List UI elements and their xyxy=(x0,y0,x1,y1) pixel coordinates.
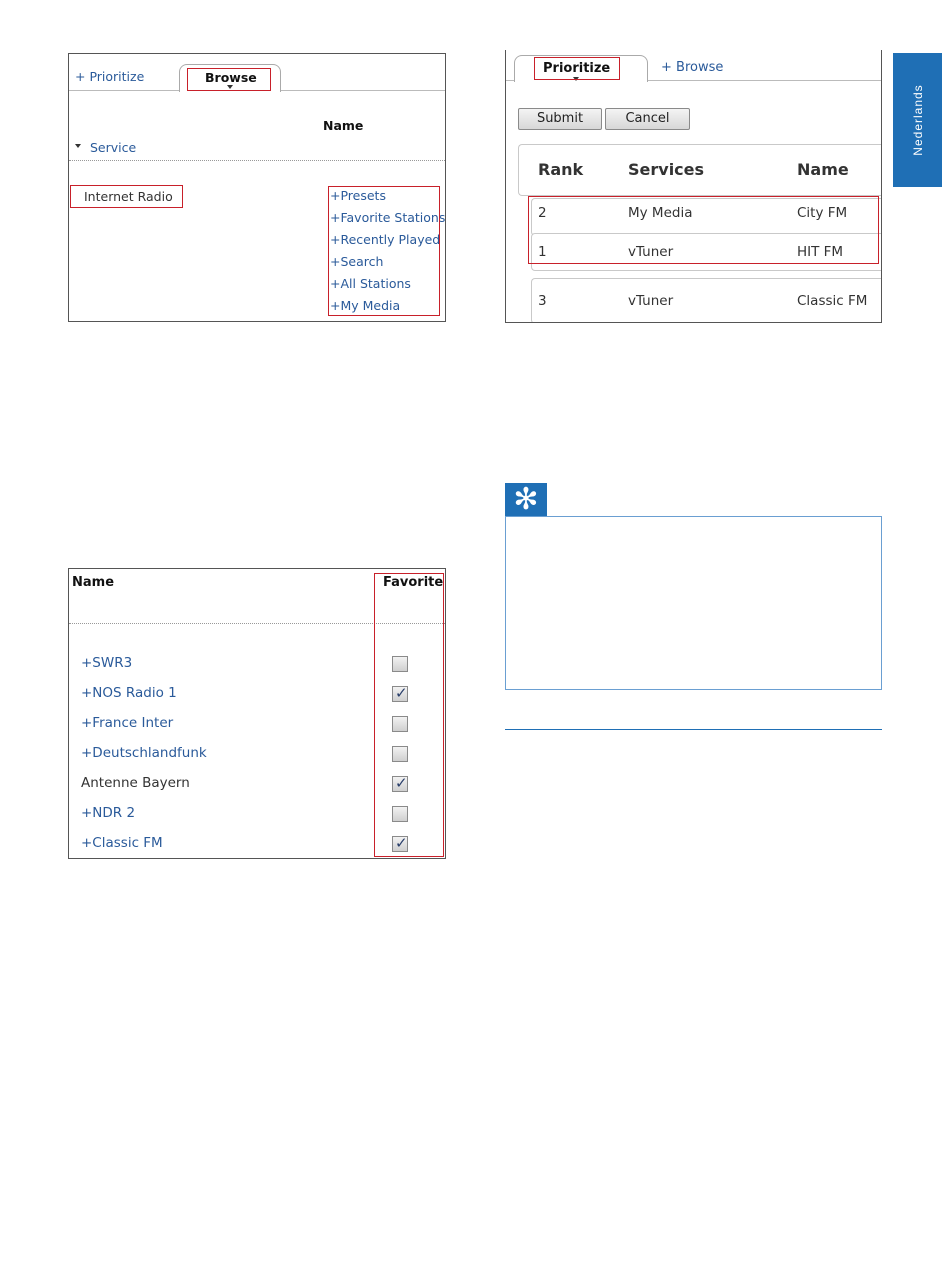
row-service: vTuner xyxy=(628,244,674,260)
row-rank: 3 xyxy=(538,293,547,309)
tab-browse[interactable]: + Browse xyxy=(661,60,724,75)
column-header-name: Name xyxy=(323,118,364,133)
link-presets[interactable]: +Presets xyxy=(330,188,386,203)
highlight-service-value xyxy=(70,185,183,208)
station-name[interactable]: +France Inter xyxy=(81,715,174,731)
asterisk-icon: ✻ xyxy=(505,483,547,516)
row-name: City FM xyxy=(797,205,848,221)
submit-button[interactable]: Submit xyxy=(518,108,602,130)
station-name: Antenne Bayern xyxy=(81,775,190,791)
row-service: vTuner xyxy=(628,293,674,309)
service-label[interactable]: Service xyxy=(90,140,137,155)
link-my-media[interactable]: +My Media xyxy=(330,298,401,313)
highlight-browse-tab xyxy=(187,68,271,91)
station-name[interactable]: +Classic FM xyxy=(81,835,163,851)
column-header-name: Name xyxy=(72,575,115,590)
row-name: HIT FM xyxy=(797,244,844,260)
link-favorite-stations[interactable]: +Favorite Stations xyxy=(330,210,446,225)
tab-prioritize[interactable]: + Prioritize xyxy=(75,69,145,84)
row-rank: 1 xyxy=(538,244,547,260)
link-all-stations[interactable]: +All Stations xyxy=(330,276,411,291)
divider xyxy=(69,160,445,161)
tab-prioritize-label: Prioritize xyxy=(543,61,611,76)
highlight-links xyxy=(328,186,440,316)
highlight-prioritize-tab xyxy=(534,57,620,80)
language-label: Nederlands xyxy=(910,84,925,156)
station-name[interactable]: +Deutschlandfunk xyxy=(81,745,207,761)
station-name[interactable]: +SWR3 xyxy=(81,655,133,671)
tip-box xyxy=(505,516,882,690)
station-name[interactable]: +NOS Radio 1 xyxy=(81,685,177,701)
section-divider xyxy=(505,729,882,730)
language-side-tab xyxy=(893,53,942,187)
station-name[interactable]: +NDR 2 xyxy=(81,805,136,821)
panel-right-border xyxy=(881,50,882,323)
cancel-button[interactable]: Cancel xyxy=(605,108,690,130)
tab-browse-label: Browse xyxy=(205,70,257,85)
row-name: Classic FM xyxy=(797,293,868,309)
highlight-favorite-column xyxy=(374,573,444,857)
highlight-reordered-rows xyxy=(528,196,879,264)
service-value[interactable]: Internet Radio xyxy=(84,189,173,204)
column-header-rank: Rank xyxy=(538,160,584,179)
row-service: My Media xyxy=(628,205,693,221)
prioritize-screenshot xyxy=(505,50,882,323)
column-header-favorite: Favorite xyxy=(383,575,444,590)
favorites-screenshot xyxy=(68,568,446,859)
row-rank: 2 xyxy=(538,205,547,221)
link-recently-played[interactable]: +Recently Played xyxy=(330,232,441,247)
column-header-services: Services xyxy=(628,160,705,179)
browse-screenshot xyxy=(68,53,446,322)
column-header-name: Name xyxy=(797,160,849,179)
triangle-down-icon xyxy=(75,144,81,148)
link-search[interactable]: +Search xyxy=(330,254,384,269)
